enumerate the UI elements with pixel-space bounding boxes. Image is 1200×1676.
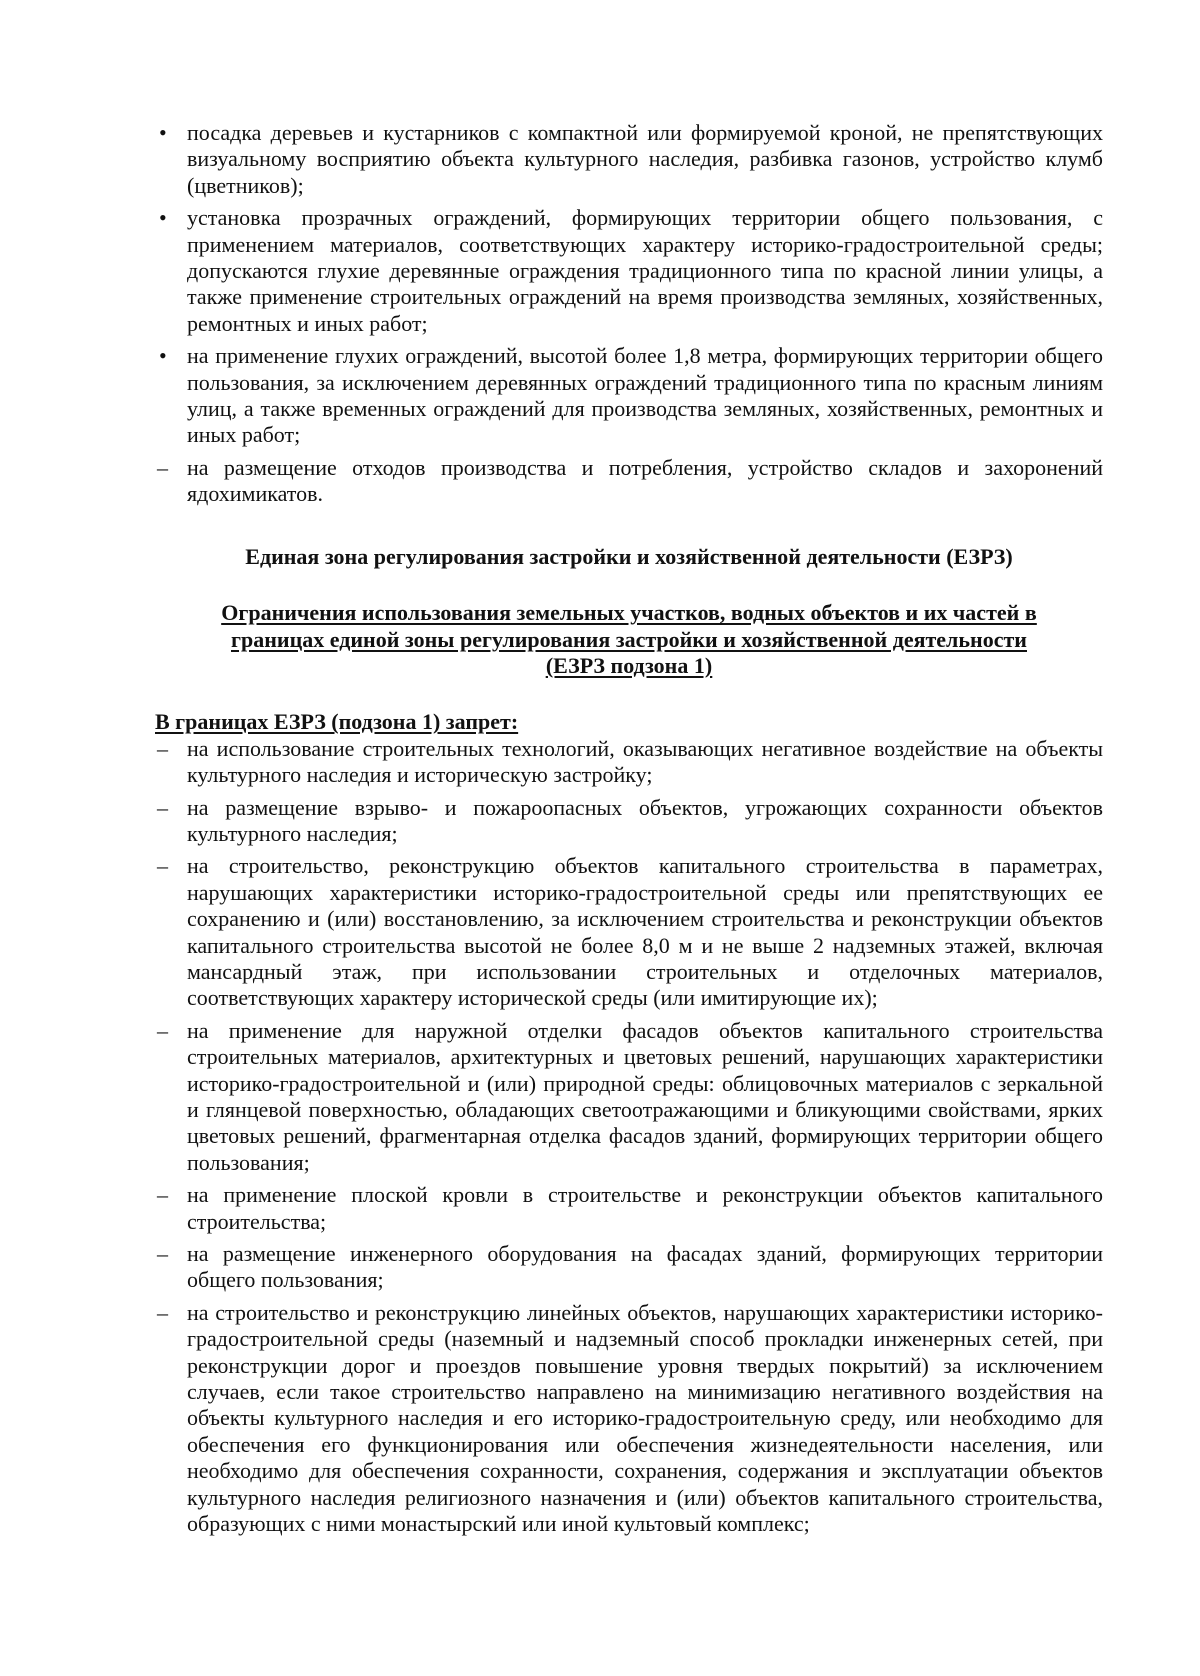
list-item-bullet <box>155 343 1103 449</box>
list-item-text: на применение глухих ограждений, высотой более 1,8 метра, формирующих территории общего пользования, за исключением деревянных ограждений традиционного типа по красным линиям улиц, а также временных ограждений для производства земляных, хозяйственных, ремонтных и иных работ; <box>187 343 1103 448</box>
list-item-text: на размещение отходов производства и потребления, устройство складов и захоронений ядохимикатов. <box>187 454 1103 507</box>
list-item-dash <box>155 853 1103 1011</box>
dash-marker: – <box>157 454 168 480</box>
document-body <box>155 120 1103 1544</box>
dash-marker: – <box>157 1182 168 1208</box>
list-item-dash <box>155 1300 1103 1538</box>
list-item-dash <box>155 795 1103 848</box>
list-item-text: на строительство и реконструкцию линейных объектов, нарушающих характеристики историко-градостроительной среды (наземный и надземный способ прокладки инженерных сетей, при реконструкции дорог и проездов повышение уровня твердых покрытий) за исключением случаев, если такое строительство направлено на минимизацию негативного воздействия на объекты культурного наследия и его историко-градостроительную среду, или необходимо для обеспечения его функционирования или обеспечения жизнедеятельности населения, или необходимо для обеспечения сохранности, сохранения, содержания и эксплуатации объектов культурного наследия религиозного назначения и (или) объектов капитального строительства, образующих с ними монастырский или иной культовый комплекс; <box>187 1299 1103 1537</box>
list-item-text: на строительство, реконструкцию объектов капитального строительства в параметрах, нарушающих характеристики историко-градостроительной среды или препятствующих ее сохранению и (или) восстановлению, за исключением строительства и реконструкции объектов капитального строительства высотой не более 8,0 м и не выше 2 надземных этажей, включая мансардный этаж, при использовании строительных и отделочных материалов, соответствующих характеру исторической среды (или имитирующие их); <box>187 853 1103 1011</box>
list-item-text: на применение плоской кровли в строительстве и реконструкции объектов капитального строительства; <box>187 1182 1103 1234</box>
restrictions-heading-line: (ЕЗРЗ подзона 1) <box>545 652 713 678</box>
list-item-text: на применение для наружной отделки фасадов объектов капитального строительства строительных материалов, архитектурных и цветовых решений, нарушающих характеристики историко-градостроительной и (или) природной среды: облицовочных материалов с зеркальной и глянцевой поверхностью, обладающих светоотражающими и бликующими свойствами, ярких цветовых решений, фрагментарная отделка фасадов зданий, формирующих территории общего пользования; <box>187 1017 1103 1175</box>
list-item-text: на размещение инженерного оборудования на фасадах зданий, формирующих территории общего пользования; <box>187 1241 1103 1293</box>
dash-marker: – <box>157 735 168 761</box>
list-item-bullet <box>155 205 1103 337</box>
list-item-dash <box>155 455 1103 508</box>
list-item-dash <box>155 1182 1103 1235</box>
list-item-text: на размещение взрыво- и пожароопасных объектов, угрожающих сохранности объектов культурного наследия; <box>187 794 1103 846</box>
dash-marker: – <box>157 853 168 879</box>
restrictions-heading <box>155 600 1103 679</box>
list-item-dash <box>155 1018 1103 1176</box>
restrictions-heading-line: границах единой зоны регулирования застройки и хозяйственной деятельности <box>231 626 1027 652</box>
list-item-bullet <box>155 120 1103 199</box>
list-item-text: посадка деревьев и кустарников с компактной или формируемой кроной, не препятствующих визуальному восприятию объекта культурного наследия, разбивка газонов, устройство клумб (цветников); <box>187 120 1103 198</box>
dash-marker: – <box>157 1299 168 1325</box>
dash-marker: – <box>157 794 168 820</box>
list-item-text: установка прозрачных ограждений, формирующих территории общего пользования, с применением материалов, соответствующих характеру историко-градостроительной среды; допускаются глухие деревянные ограждения традиционного типа по красной линии улицы, а также применение строительных ограждений на время производства земляных, хозяйственных, ремонтных и иных работ; <box>187 205 1103 336</box>
bullet-marker: • <box>159 343 167 369</box>
list-item-text: на использование строительных технологий, оказывающих негативное воздействие на объекты культурного наследия и историческую застройку; <box>187 735 1103 788</box>
list-item-dash <box>155 736 1103 789</box>
restrictions-heading-line: Ограничения использования земельных участков, водных объектов и их частей в <box>221 600 1037 626</box>
zone-heading: Единая зона регулирования застройки и хозяйственной деятельности (ЕЗРЗ) <box>245 543 1013 569</box>
dash-marker: – <box>157 1241 168 1267</box>
dash-marker: – <box>157 1017 168 1043</box>
bullet-marker: • <box>159 120 167 145</box>
prohibition-heading: В границах ЕЗРЗ (подзона 1) запрет: <box>155 709 519 735</box>
list-item-dash <box>155 1241 1103 1294</box>
bullet-marker: • <box>159 205 167 231</box>
